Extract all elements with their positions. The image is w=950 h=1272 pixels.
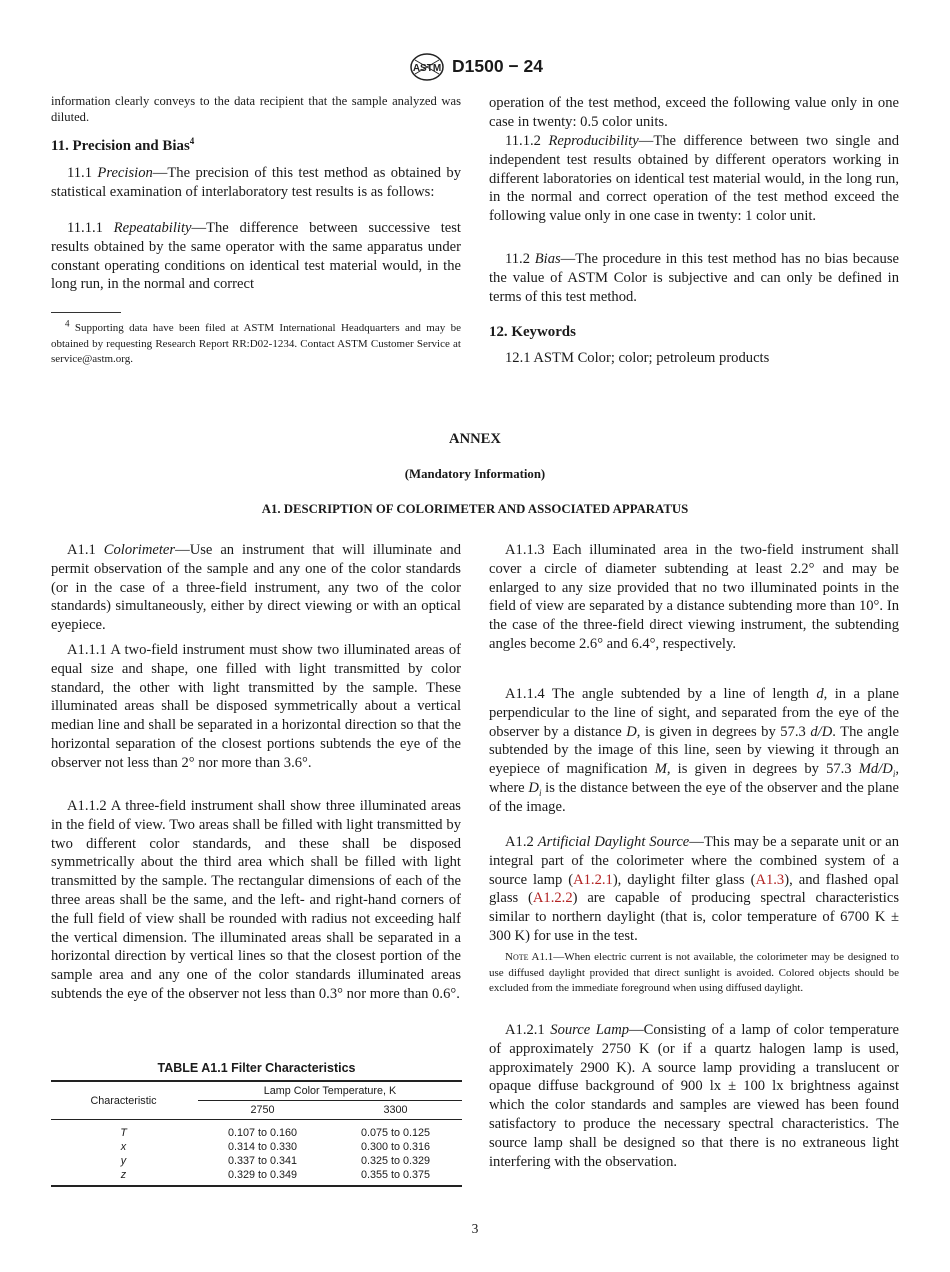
table-row: T 0.107 to 0.160 0.075 to 0.125 (120, 1127, 431, 1139)
paragraph-a1-2: A1.2 Artificial Daylight Source—This may be a separate unit or an integral part of the colorimeter where the combined system of a source lamp (A1.2.1), daylight filter glass (A1.3), and flashed opal glass (A1.2.2) are capable of producing spectral characteristics similar to northern daylight (that is, color temperature of 6700 K ± 300 K) for use in the test. (489, 834, 900, 944)
paragraph-12-1: 12.1 ASTM Color; color; petroleum products (505, 350, 770, 366)
footnote-divider (51, 312, 121, 313)
reference-link-a1-2-1[interactable]: A1.2.1 (573, 871, 613, 888)
page-header (0, 52, 950, 84)
table-row: x 0.314 to 0.330 0.300 to 0.316 (120, 1141, 431, 1153)
paragraph-a1-2-1: A1.2.1 Source Lamp—Consisting of a lamp of color temperature of approximately 2750 K (or if a quartz halogen lamp is used, approximately 2900 K). A source lamp providing a translucent or opaque diffuse background of 900 lx ± 100 lx brightness against which the color standards and samples are viewed has been found satisfactory to produce the necessary spectral characteristics. The source lamp shall be designed so that there is no extraneous light interfering with the observation. (489, 1022, 899, 1170)
annex-a1-heading: A1. DESCRIPTION OF COLORIMETER AND ASSOCIATED APPARATUS (261, 502, 689, 516)
table-row: y 0.337 to 0.341 0.325 to 0.329 (120, 1155, 431, 1167)
paragraph-a1-1: A1.1 Colorimeter—Use an instrument that will illuminate and permit observation of the sample and any one of the color standards (or in the case of a three-field instrument, any two of the color standards) simultaneously, either by direct viewing or with an optical eyepiece. (51, 542, 461, 634)
annex-title: ANNEX (449, 431, 501, 447)
paragraph-a1-1-2: A1.1.2 A three-field instrument shall show three illuminated areas in the field of view. Two areas shall be filled with light transmitted by two different color standards, and these shall be disposed symmetrically about the third area which shall be filled with light transmitted by the sample. The rectangular dimensions of each of the three areas shall be the same, and the left- and right-hand corners of the full field of view shall be rounded with radius not exceeding half the vertical dimension. The illuminated areas shall be separated in a horizontal direction by vertical lines so that the closest portion of the sample area and any one of the color standards illuminated areas subtends the eye of the observer not less than 0.3° nor more than 0.6°. (51, 798, 461, 1002)
table-title: TABLE A1.1 Filter Characteristics (157, 1061, 356, 1075)
paragraph-a1-1-3: A1.1.3 Each illuminated area in the two-field instrument shall cover a circle of diameter subtending at least 2.2° and may be enlarged to any size provided that no two illuminated points in the field of view are separated by a distance subtending more than 10°. In the case of the three-field direct viewing instrument, the subtending angles become 2.6° and 6.4°, respectively. (489, 542, 899, 652)
svg-text:ASTM: ASTM (412, 63, 442, 74)
paragraph-a1-1-1: A1.1.1 A two-field instrument must show two illuminated areas of equal size and shape, one filled with light transmitted by color standard, the other with light transmitted by the sample. These illuminated areas shall be disposed symmetrically about a vertical median line and shall be separated in a horizontal direction so that the horizontal separation of the closest portions subtends the eye of the observer not less than 2° nor more than 3.6°. (51, 642, 461, 771)
paragraph-11-1: 11.1 Precision—The precision of this test method as obtained by statistical examination of interlaboratory test results is as follows: (51, 165, 462, 200)
column-header-3300: 3300 (329, 1101, 462, 1120)
paragraph-11-2: 11.2 Bias—The procedure in this test method has no bias because the value of ASTM Color is subjective and can only be defined in terms of this test method. (489, 251, 899, 305)
reference-link-a1-3[interactable]: A1.3 (755, 871, 785, 888)
column-group-header: Lamp Color Temperature, K (196, 1081, 462, 1101)
section-12-heading: 12. Keywords (489, 324, 576, 340)
continued-text: information clearly conveys to the data recipient that the sample analyzed was diluted. (51, 94, 461, 124)
column-header-characteristic: Characteristic (51, 1081, 196, 1120)
paragraph-11-1-1: 11.1.1 Repeatability—The difference between successive test results obtained by the same operator with the same apparatus under constant operating conditions on identical test material would, in the long run, in the normal and correct (51, 220, 461, 293)
paragraph-11-1-2: 11.1.2 Reproducibility—The difference between two single and independent test results obtained by different operators working in different laboratories on identical test material would, in the long run, in the normal and correct operation of the test method exceed the following value only in one case in twenty: 1 color unit. (489, 133, 899, 225)
page-number: 3 (471, 1221, 479, 1236)
reference-link-a1-2-2[interactable]: A1.2.2 (532, 890, 573, 907)
annex-subtitle: (Mandatory Information) (404, 467, 546, 481)
section-11-heading: 11. Precision and Bias$^4$ (51, 136, 195, 154)
paragraph-a1-1-4: A1.1.4 The angle subtended by a line of length d, in a plane perpendicular to the line of sight, and separated from the eye of the observer by a distance D, is given in degrees by 57.3 d/D. The angle subtended by the image of this line, seen by viewing it through an eyepiece of magnification M, is given in degrees by 57.3 $Md/D_i$, where $D_i$ is the distance between the eye of the observer and the plane of the image. (489, 686, 899, 815)
table-row: z 0.329 to 0.349 0.355 to 0.375 (51, 1168, 462, 1186)
column-header-2750: 2750 (196, 1101, 329, 1120)
note-a1-1: Note A1.1—When electric current is not available, the colorimeter may be designed to use diffused daylight provided that direct sunlight is avoided. Colored objects should be excluded from the immediate foreground when using diffused daylight. (489, 951, 899, 995)
filter-characteristics-table (51, 1080, 462, 1187)
footnote-4: $^4$ Supporting data have been filed at ASTM International Headquarters and may be obtained by requesting Research Report RR:D02-1234. Contact ASTM Customer Service at service@astm.org. (51, 318, 461, 366)
paragraph-11-1-1-continued: operation of the test method, exceed the following value only in one case in twenty: 0.5 color units. (489, 95, 899, 130)
astm-logo-icon (409, 52, 445, 82)
footnote-ref[interactable]: 4 (189, 136, 195, 147)
document-designation: D1500 − 24 (452, 56, 543, 76)
